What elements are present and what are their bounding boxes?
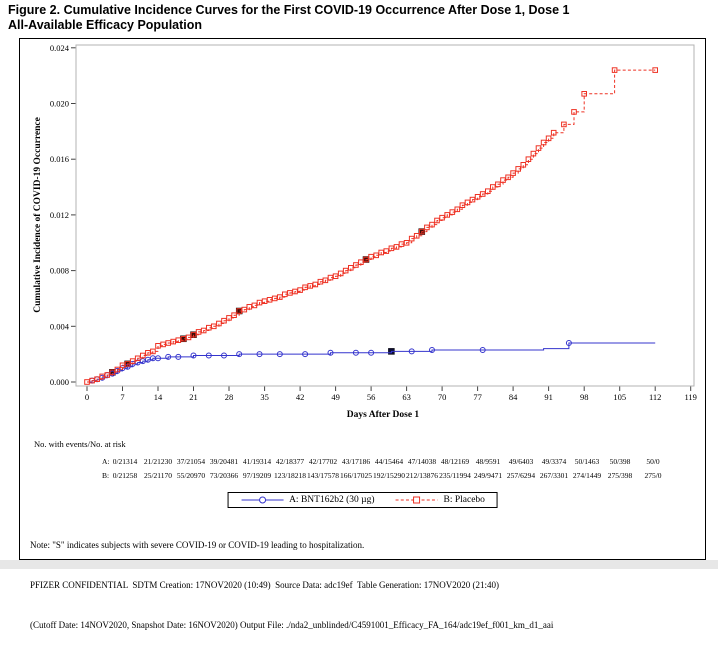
at-risk-cell: 55/20970 (176, 471, 206, 480)
at-risk-cell: 44/15464 (374, 457, 404, 466)
at-risk-cell: 275/398 (607, 471, 633, 480)
at-risk-cell: 49/6403 (508, 457, 534, 466)
legend-item-b (395, 495, 485, 505)
figure-title-line1: Figure 2. Cumulative Incidence Curves for the First COVID-19 Occurrence After Dose 1, Dose 1 (8, 3, 570, 17)
x-tick-label: 77 (473, 392, 482, 402)
legend-label-a: A: BNT162b2 (30 µg) (289, 495, 375, 505)
at-risk-cell: 212/13876 (405, 471, 439, 480)
at-risk-cell: 97/19209 (242, 471, 272, 480)
at-risk-cell: 50/398 (609, 457, 631, 466)
at-risk-cell: 123/18218 (273, 471, 307, 480)
at-risk-cell: 37/21054 (176, 457, 206, 466)
x-tick-label: 70 (437, 392, 447, 402)
at-risk-cell: 166/17025 (339, 471, 373, 480)
at-risk-cell: 50/1463 (574, 457, 600, 466)
at-risk-cell: 48/12169 (440, 457, 470, 466)
at-risk-cell: 0/21258 (112, 471, 138, 480)
y-tick-label: 0.000 (49, 377, 69, 387)
at-risk-cell: 41/19314 (242, 457, 272, 466)
at-risk-cell: 39/20481 (209, 457, 239, 466)
at-risk-row-label: A: (102, 457, 110, 466)
legend-label-b: B: Placebo (443, 495, 485, 505)
x-tick-label: 91 (544, 392, 553, 402)
at-risk-cell: 48/9591 (475, 457, 501, 466)
at-risk-cell: 192/15290 (372, 471, 406, 480)
at-risk-cell: 257/6294 (506, 471, 536, 480)
at-risk-cell: 47/14038 (407, 457, 437, 466)
at-risk-cell: 73/20366 (209, 471, 239, 480)
x-tick-label: 49 (331, 392, 340, 402)
at-risk-cell: 143/17578 (306, 471, 340, 480)
x-tick-label: 28 (224, 392, 234, 402)
at-risk-cell: 275/0 (644, 471, 662, 480)
at-risk-cell: 50/0 (646, 457, 660, 466)
at-risk-cell: 42/18377 (275, 457, 305, 466)
at-risk-cell: 249/9471 (473, 471, 503, 480)
x-tick-label: 14 (153, 392, 163, 402)
x-tick-label: 105 (613, 392, 627, 402)
at-risk-cell: 25/21170 (143, 471, 173, 480)
y-tick-label: 0.016 (49, 154, 69, 165)
legend-symbol-b-line-square-icon (395, 495, 439, 505)
y-tick-label: 0.020 (49, 98, 69, 109)
footnotes (30, 513, 553, 658)
x-tick-label: 0 (84, 392, 90, 402)
at-risk-cell: 42/17702 (308, 457, 338, 466)
at-risk-header: No. with events/No. at risk (34, 439, 126, 449)
x-tick-label: 56 (366, 392, 376, 402)
at-risk-row-label: B: (102, 471, 110, 480)
y-axis-title: Cumulative Incidence of COVID-19 Occurrence (33, 117, 43, 313)
x-tick-label: 84 (508, 392, 518, 402)
figure-title-line2: All-Available Efficacy Population (8, 17, 203, 32)
x-tick-label: 7 (120, 392, 125, 402)
x-tick-label: 21 (189, 392, 198, 402)
x-tick-label: 63 (402, 392, 411, 402)
legend-symbol-a-line-circle-icon (240, 495, 284, 505)
at-risk-table (20, 39, 705, 559)
at-risk-cell: 0/21314 (112, 457, 138, 466)
legend (227, 492, 498, 508)
figure-frame (19, 38, 706, 630)
figure-title (8, 3, 570, 33)
x-tick-label: 42 (295, 392, 305, 402)
bottom-strip (0, 560, 718, 569)
footnote-confidential: PFIZER CONFIDENTIAL SDTM Creation: 17NOV2020 (10:49) Source Data: adc19ef Table Generation: 17NOV2020 (21:40) (30, 580, 500, 591)
footnote-severe-note: Note: "S" indicates subjects with severe COVID-19 or COVID-19 leading to hospitalization. (30, 540, 365, 551)
at-risk-cell: 267/3301 (539, 471, 569, 480)
at-risk-cell: 235/11994 (439, 471, 471, 480)
at-risk-cell: 274/1449 (572, 471, 602, 480)
x-axis-title: Days After Dose 1 (346, 410, 420, 420)
at-risk-cell: 43/17186 (341, 457, 371, 466)
legend-item-a (240, 495, 374, 505)
x-tick-label: 112 (648, 392, 662, 402)
x-tick-label: 119 (684, 392, 697, 402)
at-risk-cell: 49/3374 (541, 457, 567, 466)
footnote-output-file: (Cutoff Date: 14NOV2020, Snapshot Date: 16NOV2020) Output File: ./nda2_unblinded/C4591001_Efficacy_FA_164/adc19ef_f001_km_d1_aai (30, 619, 554, 630)
y-tick-label: 0.008 (49, 265, 69, 276)
y-tick-label: 0.004 (49, 321, 69, 332)
x-tick-label: 98 (579, 392, 589, 402)
y-tick-label: 0.024 (49, 42, 69, 53)
x-tick-label: 35 (260, 392, 269, 402)
at-risk-cell: 21/21230 (143, 457, 173, 466)
y-tick-label: 0.012 (49, 209, 69, 220)
